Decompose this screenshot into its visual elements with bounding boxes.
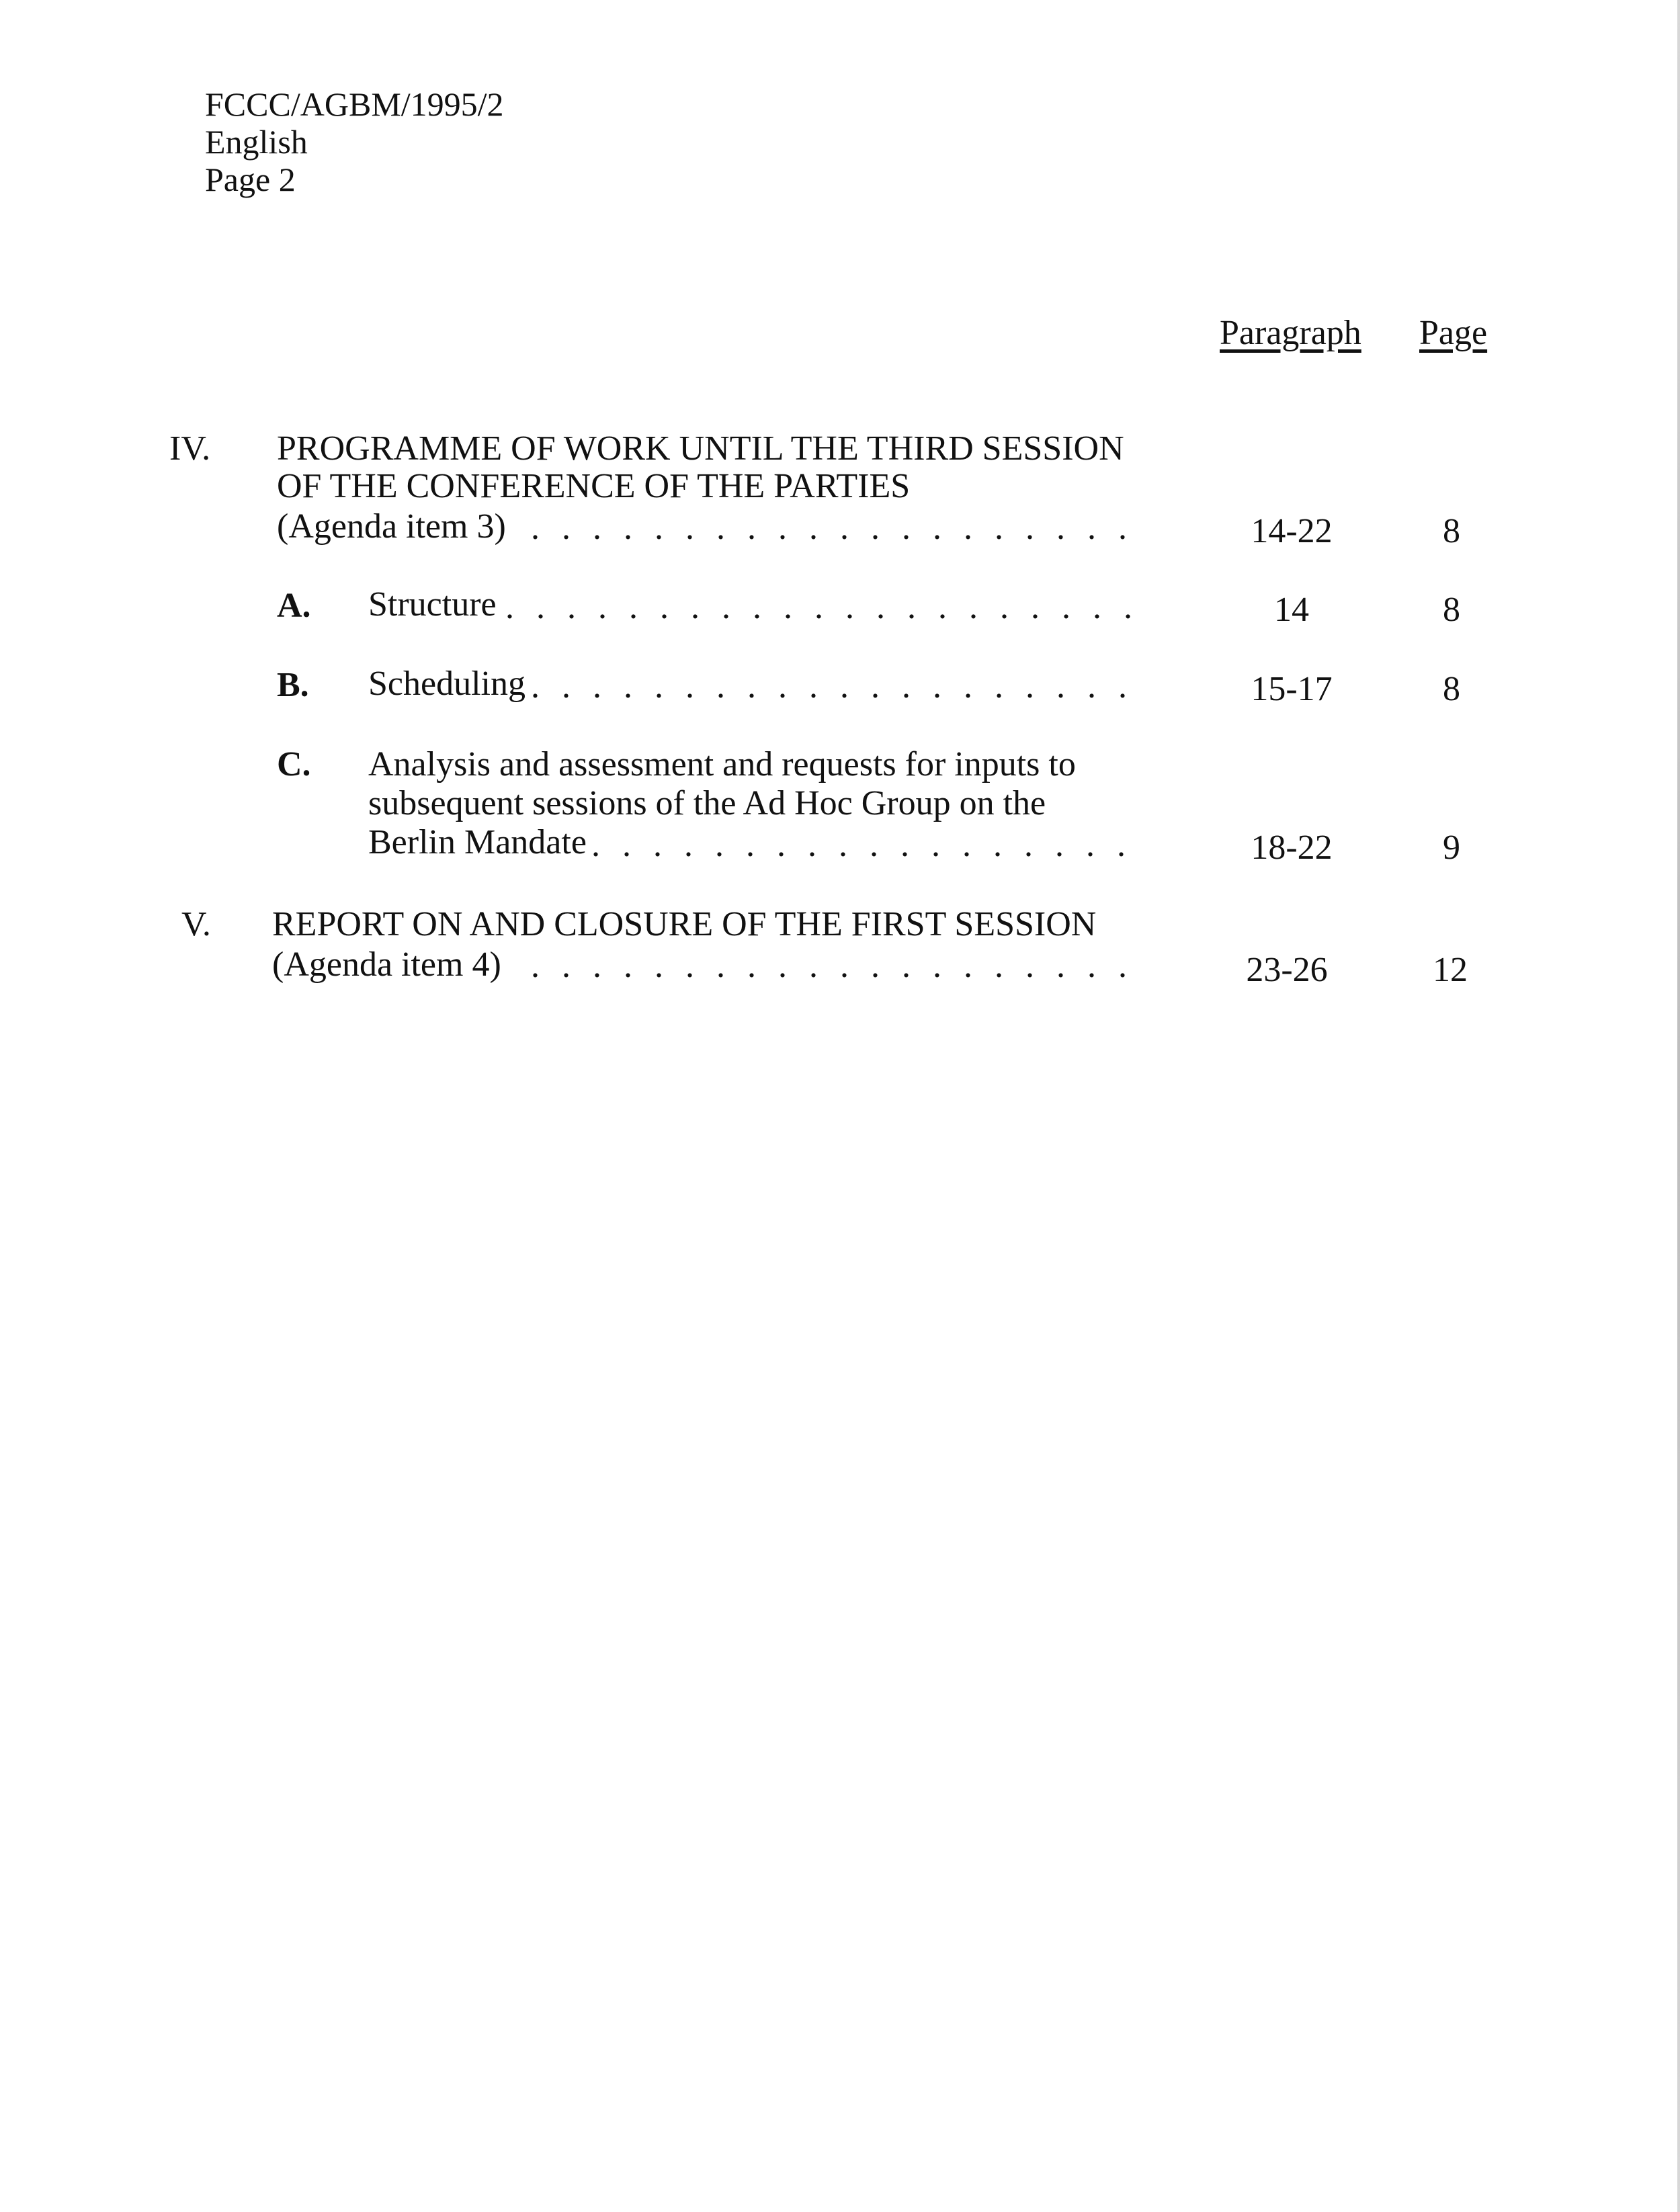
document-symbol: FCCC/AGBM/1995/2 bbox=[205, 85, 504, 123]
item-letter: C. bbox=[277, 745, 311, 783]
page-number: Page 2 bbox=[205, 161, 296, 198]
section-title-line1: PROGRAMME OF WORK UNTIL THE THIRD SESSION bbox=[277, 429, 1124, 468]
item-letter: A. bbox=[277, 587, 311, 625]
section-title-line1: REPORT ON AND CLOSURE OF THE FIRST SESSION bbox=[272, 905, 1097, 943]
item-title: Scheduling bbox=[368, 665, 526, 703]
dot-leader bbox=[591, 828, 1132, 863]
item-title-line2: subsequent sessions of the Ad Hoc Group on the bbox=[368, 784, 1046, 822]
column-header-page: Page bbox=[1419, 314, 1488, 352]
scan-edge bbox=[1677, 0, 1680, 2212]
item-title-line1: Analysis and assessment and requests for inputs to bbox=[368, 745, 1076, 783]
paragraph-range: 14-22 bbox=[1251, 512, 1333, 550]
document-language: English bbox=[205, 123, 308, 161]
paragraph-range: 18-22 bbox=[1251, 828, 1333, 867]
section-number: IV. bbox=[169, 429, 211, 468]
dot-leader bbox=[531, 511, 1132, 546]
page-ref: 8 bbox=[1443, 512, 1460, 550]
dot-leader bbox=[505, 590, 1132, 625]
item-letter: B. bbox=[277, 666, 309, 704]
page-ref: 8 bbox=[1443, 670, 1460, 708]
page-ref: 8 bbox=[1443, 591, 1460, 629]
dot-leader bbox=[531, 949, 1132, 984]
page-ref: 9 bbox=[1443, 828, 1460, 867]
section-agenda: (Agenda item 3) bbox=[277, 507, 506, 546]
column-header-paragraph: Paragraph bbox=[1220, 314, 1361, 352]
item-title: Structure bbox=[368, 585, 497, 624]
paragraph-range: 23-26 bbox=[1246, 951, 1328, 989]
dot-leader bbox=[531, 669, 1132, 704]
section-agenda: (Agenda item 4) bbox=[272, 945, 501, 984]
section-title-line2: OF THE CONFERENCE OF THE PARTIES bbox=[277, 467, 911, 505]
page-ref: 12 bbox=[1433, 951, 1468, 989]
section-number: V. bbox=[181, 905, 211, 943]
paragraph-range: 14 bbox=[1274, 591, 1309, 629]
item-title-line3: Berlin Mandate bbox=[368, 823, 587, 861]
paragraph-range: 15-17 bbox=[1251, 670, 1333, 708]
